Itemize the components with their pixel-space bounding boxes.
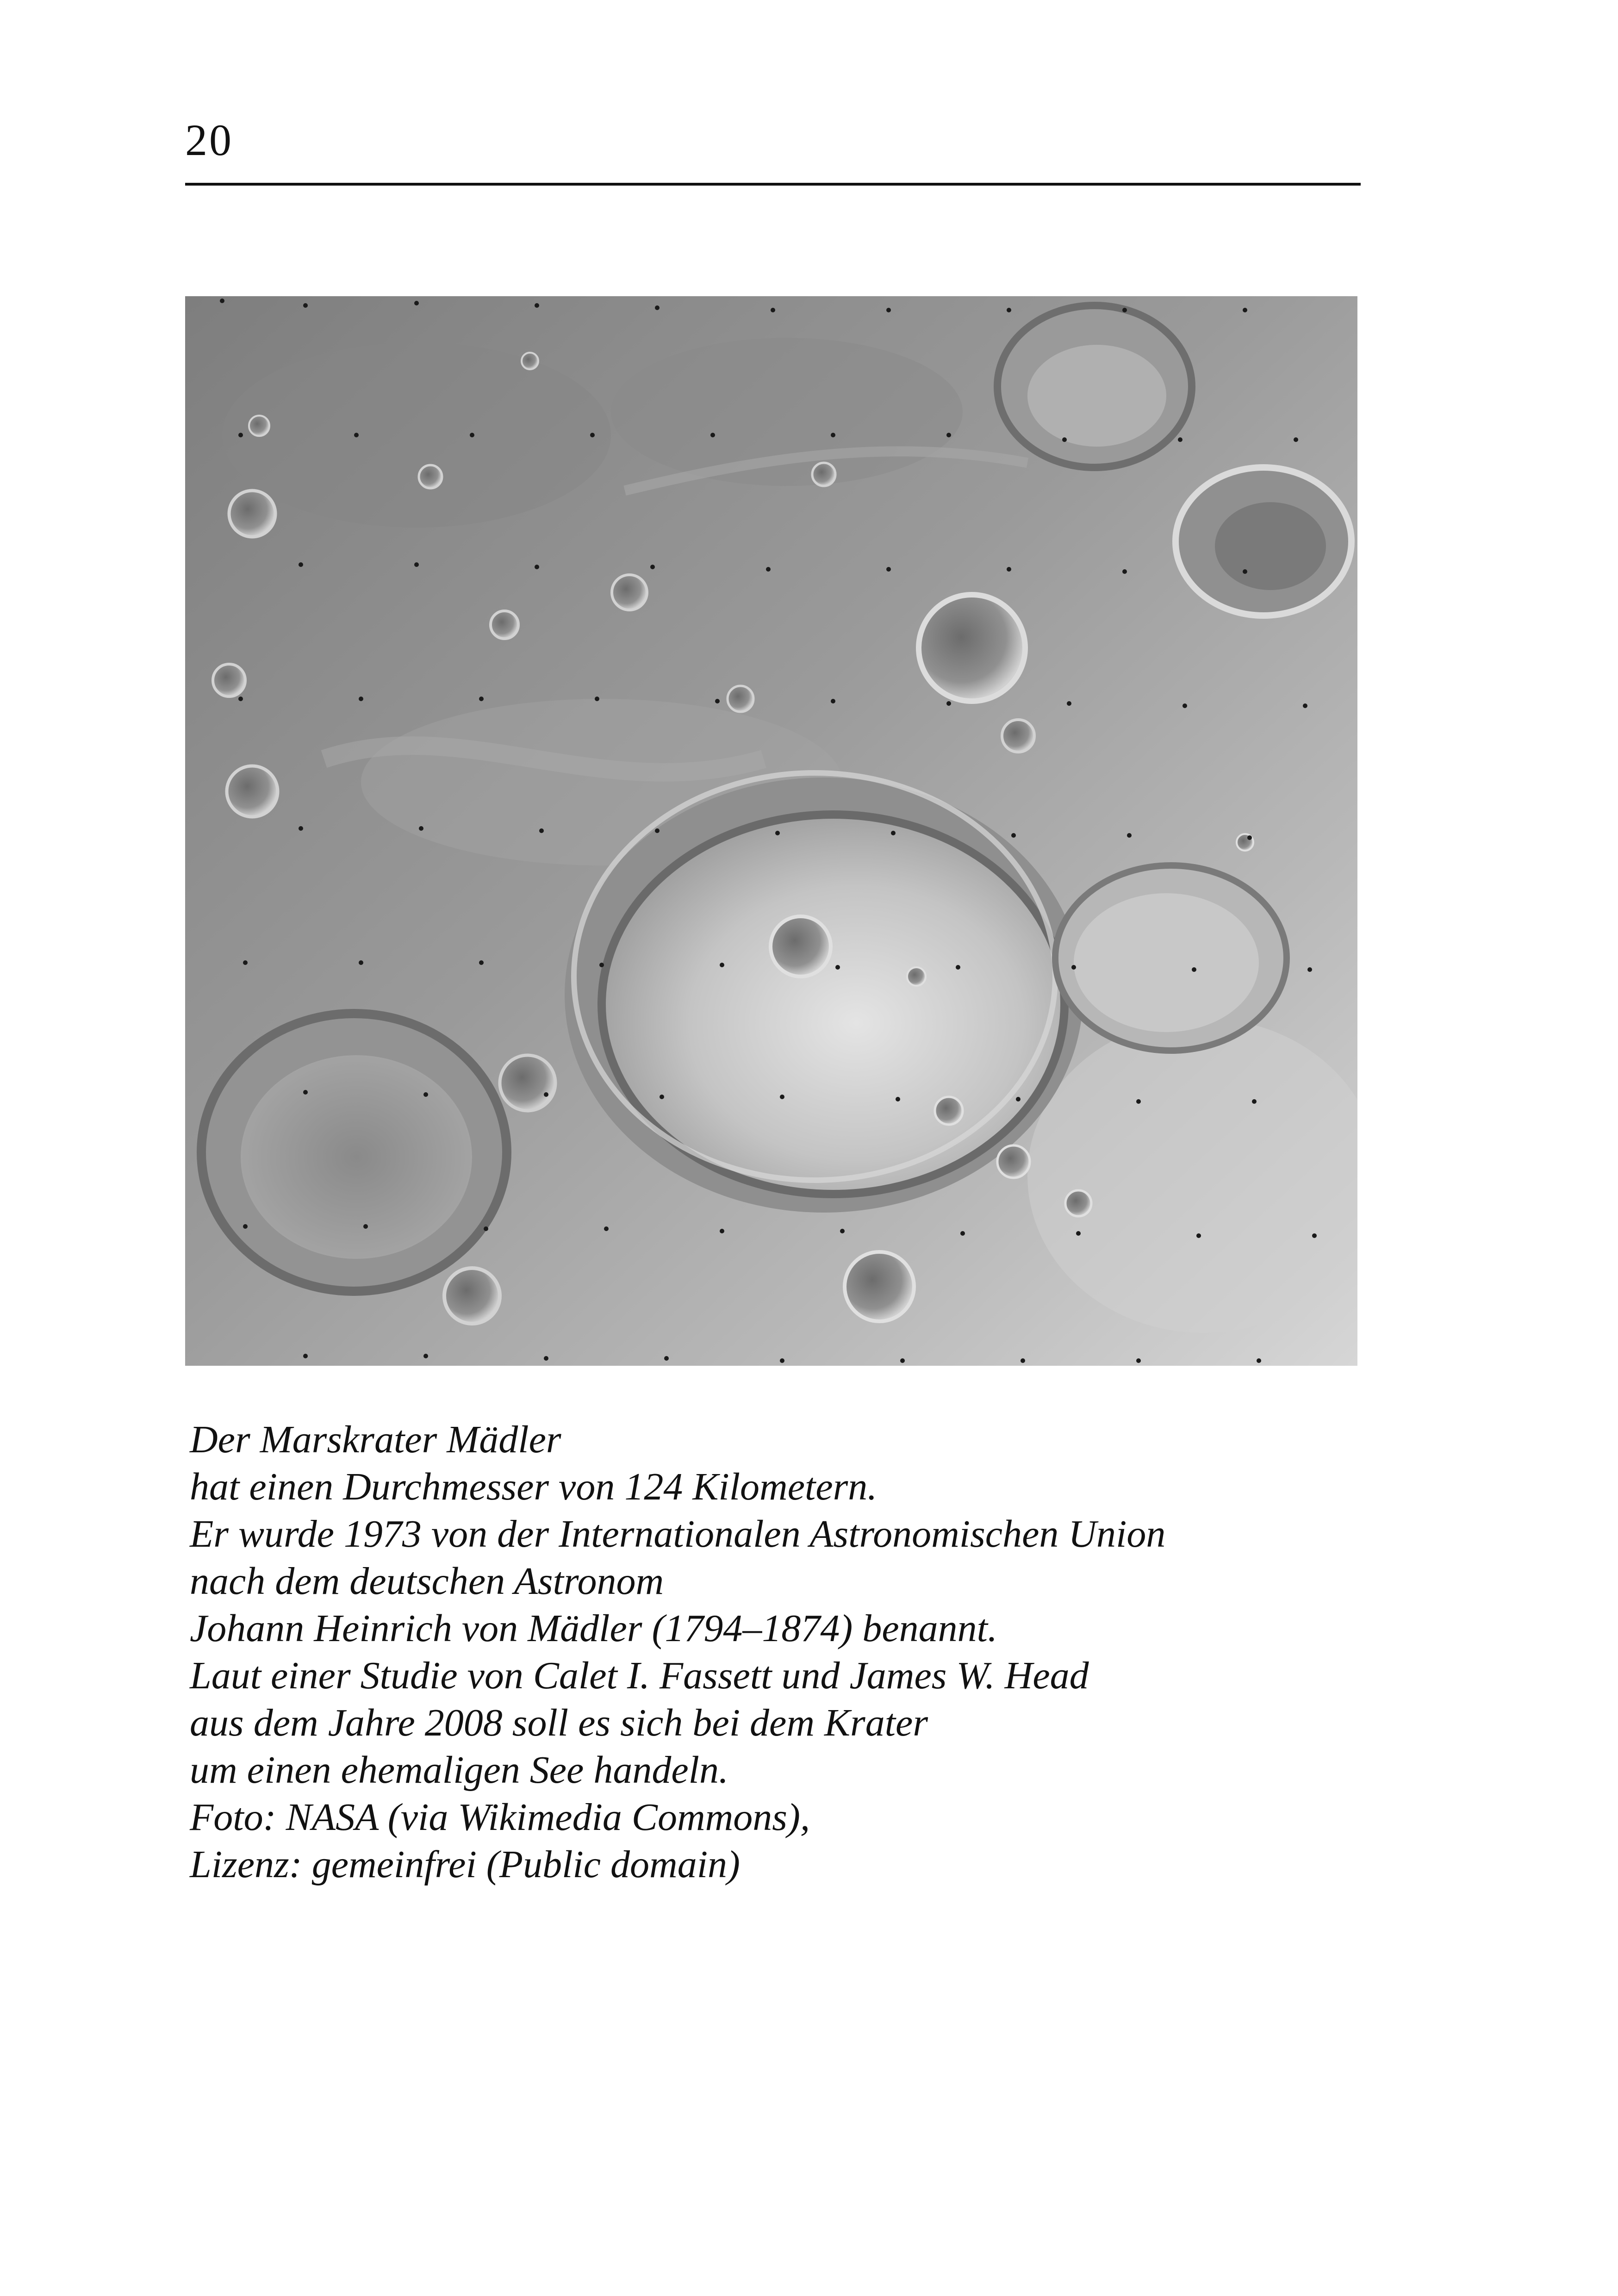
caption-line: Der Marskrater Mädler — [190, 1418, 561, 1461]
header-rule — [185, 183, 1361, 186]
caption-line: Er wurde 1973 von der Internationalen Astronomischen Union — [190, 1512, 1166, 1556]
caption-line: um einen ehemaligen See handeln. — [190, 1748, 728, 1792]
mars-crater-photo — [185, 296, 1357, 1366]
caption-line: Lizenz: gemeinfrei (Public domain) — [190, 1843, 741, 1886]
caption-line: Laut einer Studie von Calet I. Fassett und James W. Head — [190, 1654, 1089, 1697]
caption-line: aus dem Jahre 2008 soll es sich bei dem Krater — [190, 1701, 928, 1744]
caption-line: Foto: NASA (via Wikimedia Commons), — [190, 1796, 810, 1839]
figure-caption — [190, 1416, 1393, 1888]
caption-line: Johann Heinrich von Mädler (1794–1874) benannt. — [190, 1607, 998, 1650]
caption-line: nach dem deutschen Astronom — [190, 1560, 664, 1603]
caption-line: hat einen Durchmesser von 124 Kilometern. — [190, 1465, 877, 1508]
page-number: 20 — [185, 115, 233, 165]
